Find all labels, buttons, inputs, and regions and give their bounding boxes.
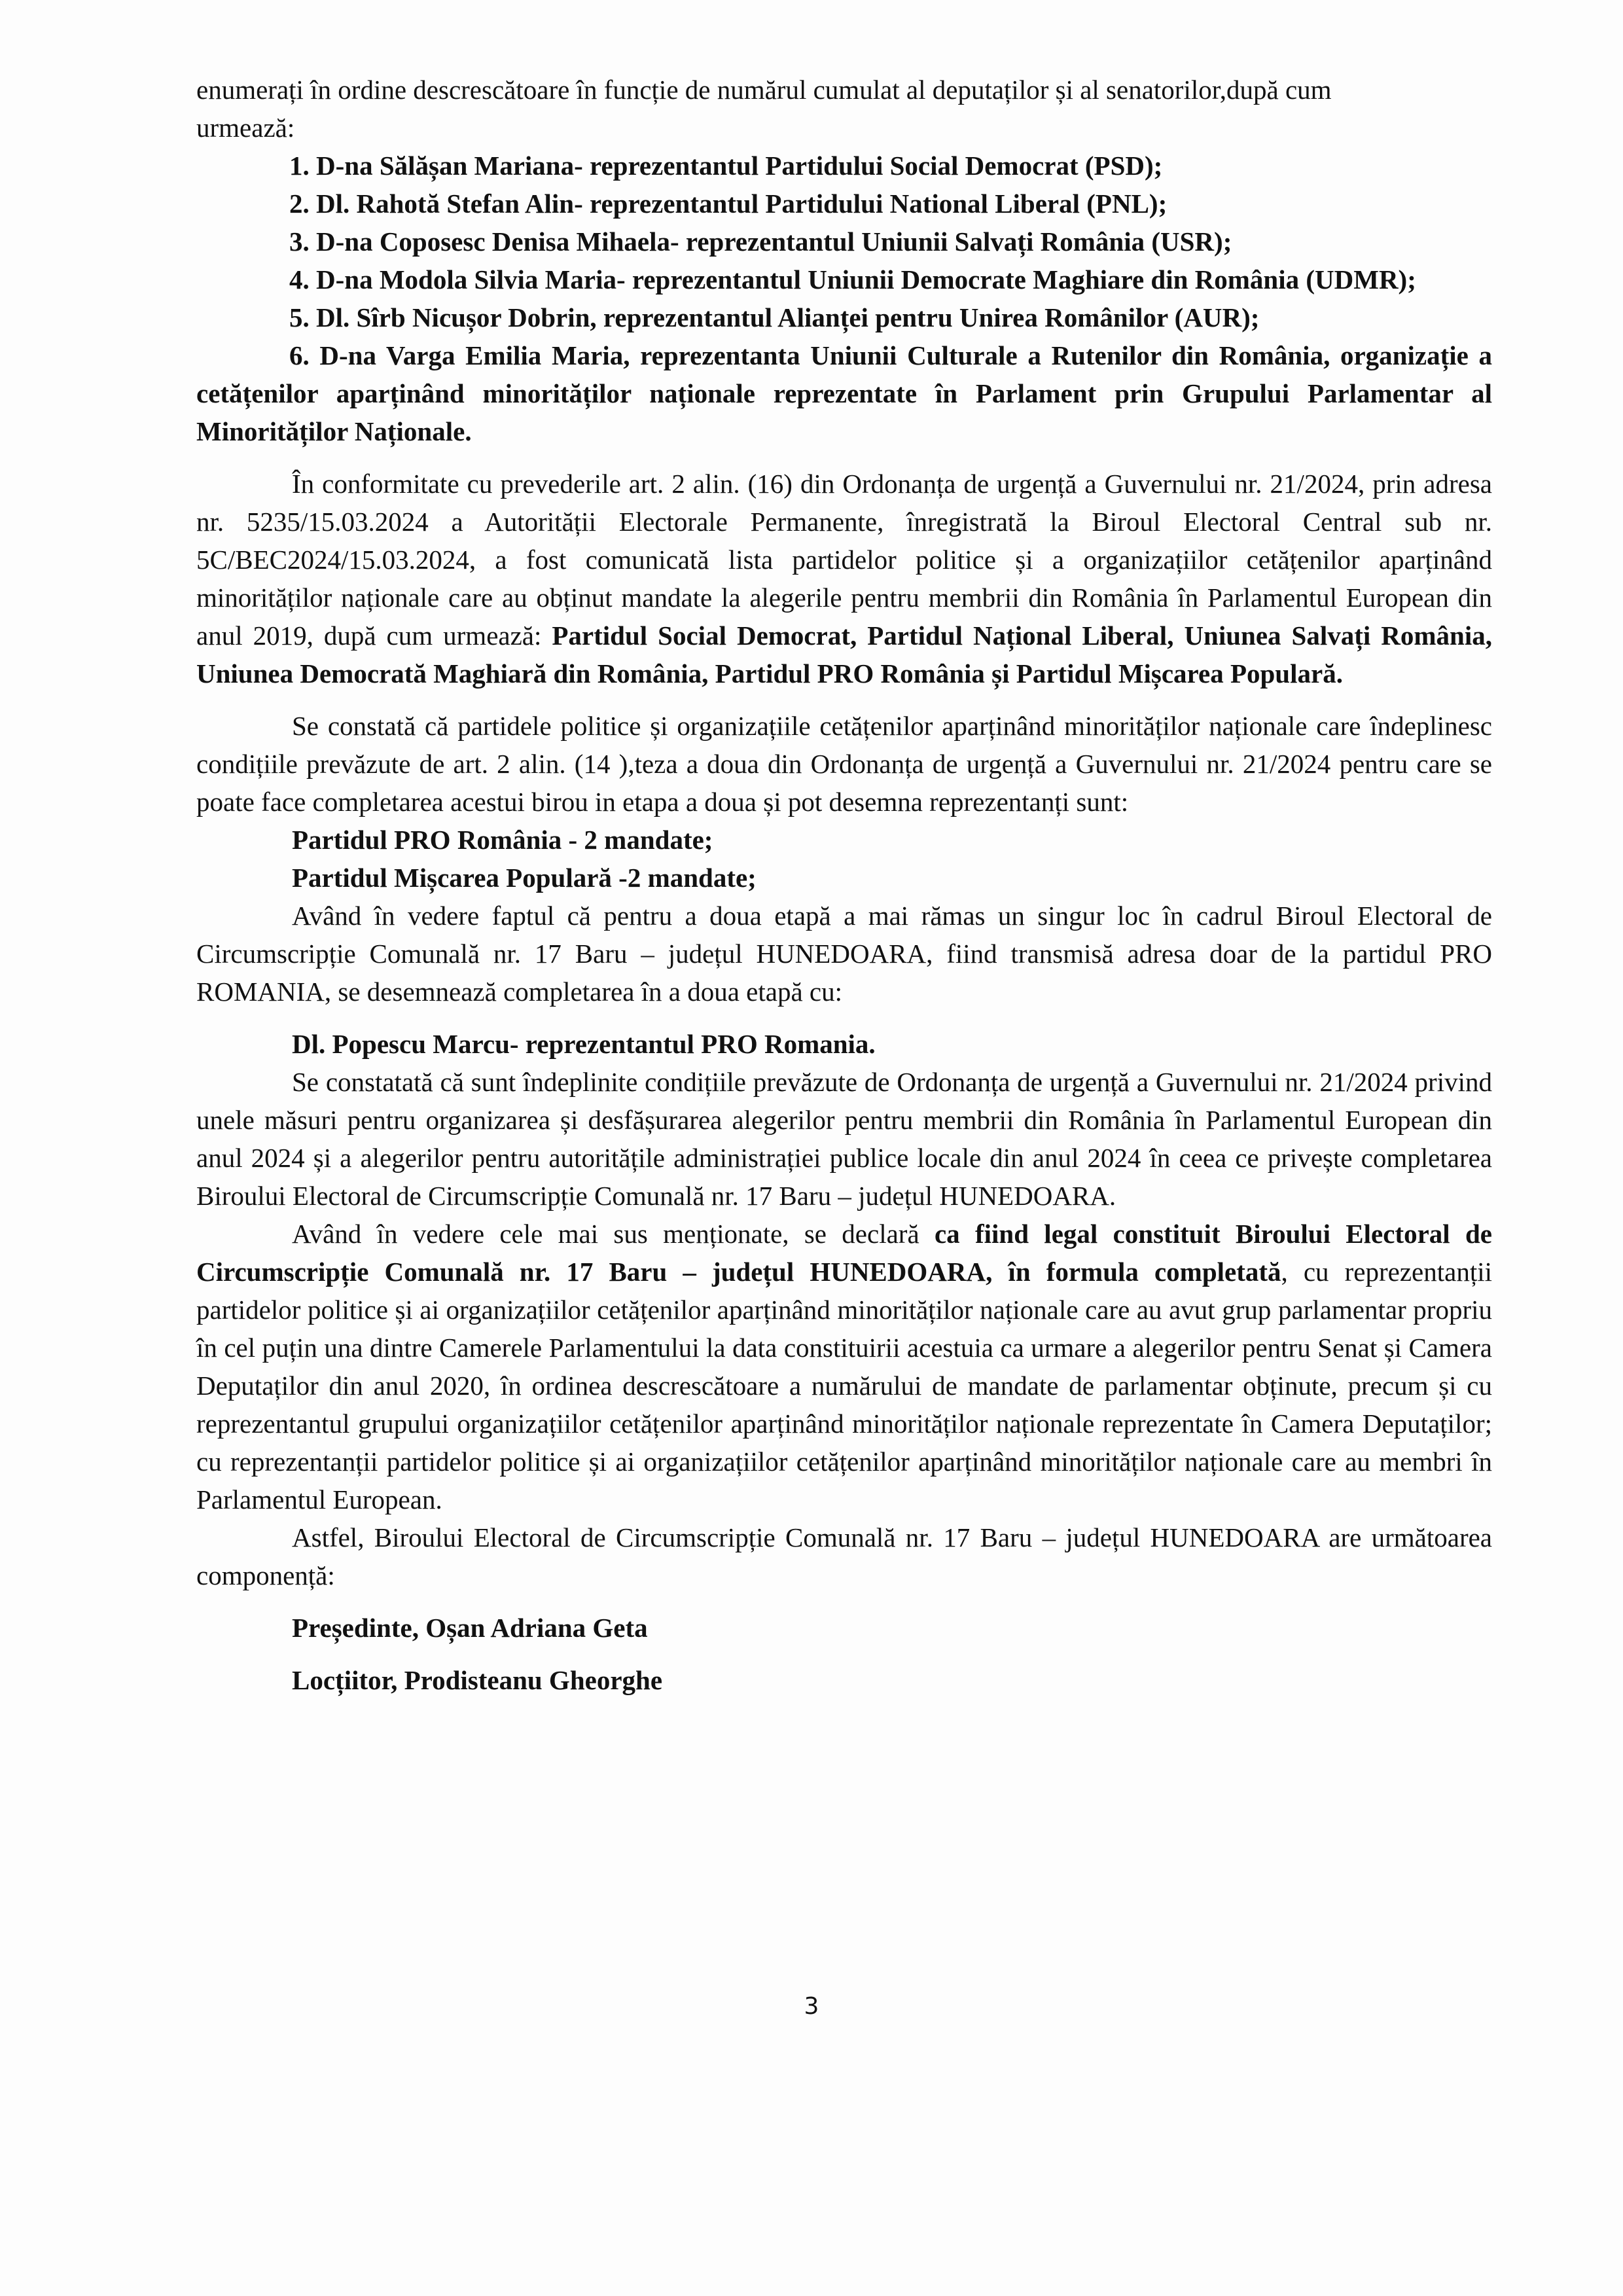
party-list-bold: Partidul Social Democrat, Partidul Național Liberal, Uniunea Salvați România, Uniunea Democrată Maghiară din România, Partidul PRO România și Partidul Mișcarea Populară. [196, 620, 1493, 689]
designated-representative: Dl. Popescu Marcu- reprezentantul PRO Romania. [292, 1029, 876, 1059]
paragraph-text: , cu reprezentanții partidelor politice și ai organizațiilor cetățenilor aparținând minorităților naționale care au avut grup parlamentar propriu în cel puțin una dintre Camerele Parlamentului la data constituirii acestuia ca urmare a alegerilor pentru Senat și Camera Deputaților din anul 2020, în ordinea descrescătoare a numărului de mandate de parlamentar obținute, precum și cu reprezentantul grupului organizațiilor cetățenilor aparținând minorităților naționale reprezentate în Camera Deputaților; cu reprezentanții partidelor politice și ai organizațiilor cetățenilor aparținând minorităților naționale care au membri în Parlamentul European. [196, 1257, 1492, 1515]
eligible-party-item: Partidul PRO România - 2 mandate; [292, 825, 713, 855]
member-item-2: 2. Dl. Rahotă Stefan Alin- reprezentantul Partidului National Liberal (PNL); [289, 188, 1168, 219]
paragraph-declara [196, 1215, 1492, 1518]
paragraph-astfel: Astfel, Biroului Electoral de Circumscripție Comunală nr. 17 Baru – județul HUNEDOARA are următoarea componență: [196, 1522, 1492, 1590]
eligible-party-item: Partidul Mișcarea Populară -2 mandate; [292, 863, 757, 893]
member-item-5: 5. Dl. Sîrb Nicușor Dobrin, reprezentantul Alianței pentru Unirea Românilor (AUR); [289, 302, 1260, 332]
paragraph-constatata: Se constatată că sunt îndeplinite condițiile prevăzute de Ordonanța de urgență a Guvernului nr. 21/2024 privind unele măsuri pentru organizarea și desfășurarea alegerilor pentru membrii din România în Parlamentul European din anul 2024 și a alegerilor pentru autoritățile administrației publice locale din anul 2024 în ceea ce privește completarea Biroului Electoral de Circumscripție Comunală nr. 17 Baru – județul HUNEDOARA. [196, 1067, 1492, 1211]
intro-line: urmează: [196, 113, 295, 143]
eligible-parties [196, 821, 1492, 897]
paragraph-constata: Se constată că partidele politice și organizațiile cetățenilor aparținând minorităților naționale care îndeplinesc condițiile prevăzute de art. 2 alin. (14 ),teza a doua din Ordonanța de urgență a Guvernului nr. 21/2024 pentru care se poate face completarea acestui birou in etapa a doua și pot desemna reprezentanți sunt: [196, 711, 1492, 817]
member-item-4: 4. D-na Modola Silvia Maria- reprezentantul Uniunii Democrate Maghiare din România (UDMR); [289, 264, 1416, 295]
document-body [196, 71, 1492, 1699]
deputy-entry: Locțiitor, Prodisteanu Gheorghe [292, 1665, 663, 1695]
paragraph-text: Având în vedere cele mai sus menționate, se declară [292, 1219, 935, 1249]
member-item-3: 3. D-na Coposesc Denisa Mihaela- reprezentantul Uniunii Salvați România (USR); [289, 226, 1232, 257]
paragraph-text: În conformitate cu prevederile art. 2 alin. (16) din Ordonanța de urgență a Guvernului nr. 21/2024, prin adresa nr. 5235/15.03.2024 a Autorității Electorale Permanente, înregistrată la Biroul Electoral Central sub nr. 5C/BEC2024/15.03.2024, a fost comunicată lista partidelor politice și a organizațiilor cetățenilor aparținând minorităților naționale care au obținut mandate la alegerile pentru membrii din România în Parlamentul European din anul 2019, după cum urmează: [196, 469, 1492, 651]
members-list [196, 147, 1492, 450]
paragraph-conformitate [196, 465, 1492, 692]
declaration-bold: ca fiind legal constituit Biroului Electoral de Circumscripție Comunală nr. 17 Baru – județul HUNEDOARA, în formula completată [196, 1219, 1492, 1287]
intro-line: enumerați în ordine descrescătoare în funcție de numărul cumulat al deputaților și al senatorilor,după cum [196, 75, 1332, 105]
page-number: 3 [804, 1993, 819, 2020]
member-item-1: 1. D-na Sălășan Mariana- reprezentantul Partidului Social Democrat (PSD); [289, 151, 1163, 181]
president-entry: Președinte, Oșan Adriana Geta [292, 1613, 648, 1643]
paragraph-avand: Având în vedere faptul că pentru a doua etapă a mai rămas un singur loc în cadrul Biroul Electoral de Circumscripție Comunală nr. 17 Baru – județul HUNEDOARA, fiind transmisă adresa doar de la partidul PRO ROMANIA, se desemnează completarea în a doua etapă cu: [196, 901, 1492, 1007]
member-item-6: 6. D-na Varga Emilia Maria, reprezentanta Uniunii Culturale a Rutenilor din România, organizație a cetățenilor aparținând minorităților naționale reprezentate în Parlament prin Grupului Parlamentar al Minorităților Naționale. [196, 340, 1492, 446]
